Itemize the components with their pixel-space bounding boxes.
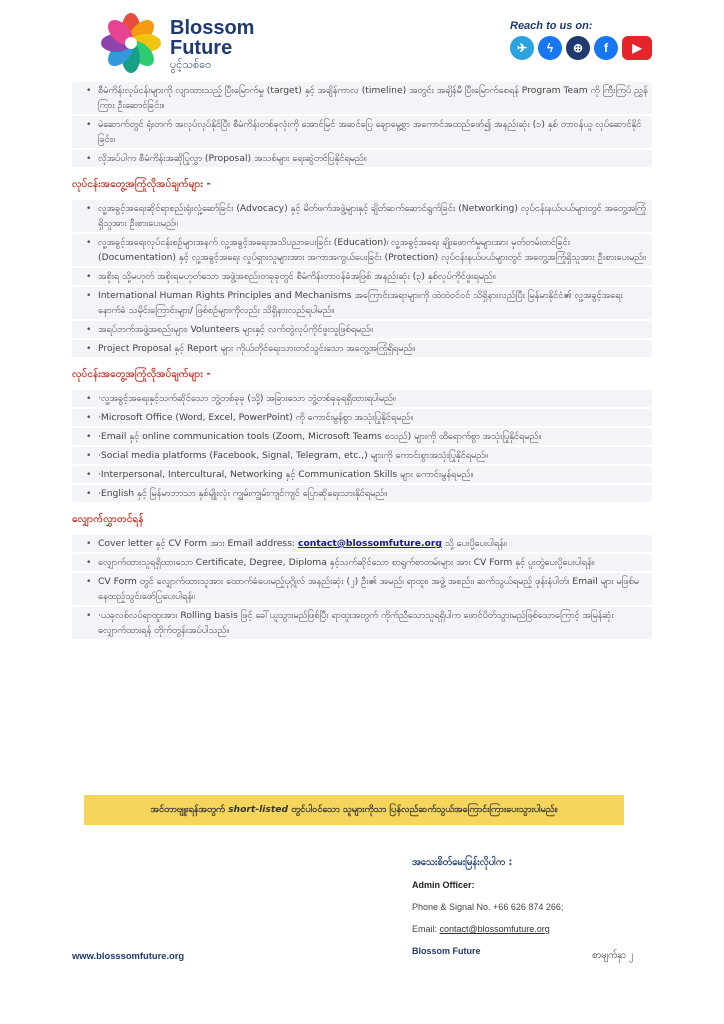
social-links [510,36,652,60]
intro-bullet-list [72,82,652,167]
contact-phone: Phone & Signal No. +66 626 874 266; [412,902,564,912]
contact-email-link[interactable]: contact@blossomfuture.org [439,924,550,934]
list-item: • ·Microsoft Office (Word, Excel, PowerPoint) ကို ကောင်းမွန်စွာ အသုံးပြုနိုင်ရမည်။ [72,409,652,426]
youtube-icon[interactable]: ▶ [622,36,652,60]
messenger-icon[interactable]: ϟ [538,36,562,60]
telegram-icon[interactable]: ✈ [510,36,534,60]
list-item: • CV Form တွင် လျှောက်ထားသူအား ထောက်ခံပေးမည့်ပုဂ္ဂိုလ် အနည်းဆုံး (၂) ဦး၏ အမည်၊ ရာထူး၊ အဖွဲ့ အစည်း၊ ဆက်သွယ်ရမည့် ဖုန်းနံပါတ်၊ Email များ မဖြစ်မနေထည့်သွင်းဖော်ပြပေးပါရန်။ [72,573,652,605]
contact-block [412,852,563,962]
facebook-icon[interactable]: f [594,36,618,60]
email-text-before: Cover letter နှင့် CV Form အား Email address: [98,538,299,549]
blossom-logo-icon [96,12,166,74]
brand-name [170,18,254,72]
footer-website-link[interactable]: www.blosssomfuture.org [72,950,185,961]
banner-after: တွင်ပါဝင်သော သူများကိုသာ ပြန်လည်ဆက်သွယ်အကြောင်းကြားပေးသွားပါမည်။ [288,804,558,815]
section2-bullet-list [72,390,652,502]
section2-title: လုပ်ငန်းအတွေ့အကြုံလိုအပ်ချက်များ - [72,369,211,380]
brand-line2: Future [170,37,233,59]
section1-title: လုပ်ငန်းအတွေ့အကြုံလိုအပ်ချက်များ - [72,179,211,190]
shortlist-banner [84,795,624,825]
list-item: • အရပ်ဘက်အဖွဲ့အစည်းများ၊ Volunteers များနှင့် လက်တွဲလုပ်ကိုင်ဖူးသူဖြစ်ရမည်။ [72,321,652,338]
list-item: • Project Proposal နှင့် Report များ ကိုယ်တိုင်ရေးသားတင်သွင်းသော အတွေ့အကြုံရှိရမည်။ [72,340,652,357]
page-content [72,82,652,641]
brand-line1: Blossom [170,17,255,39]
list-item: • အစိုးရ သို့မဟုတ် အစိုးရမဟုတ်သော အဖွဲ့အစည်းတခုခုတွင် စီမံကိန်းတာဝန်ခံအဖြစ် အနည်းဆုံး (၃) နှစ်လုပ်ကိုင်ဖူးရမည်။ [72,268,652,285]
globe-icon[interactable]: ⊕ [566,36,590,60]
list-item: • ·Social media platforms (Facebook, Signal, Telegram, etc.,) များကို ကောင်းစွာအသုံးပြုနိုင်ရမည်။ [72,447,652,464]
section3-bullet-list [72,535,652,639]
section1-bullet-list [72,200,652,357]
list-item: • ·Interpersonal, Intercultural, Networking နှင့် Communication Skills များ ကောင်းမွန်ရမည်။ [72,466,652,483]
list-item: • လူ့အခွင့်အရေးလုပ်ငန်းစဉ်များအနက် လူ့အခွင့်အရေးအသိပညာပေးခြင်း (Education)၊ လူ့အခွင့်အရေး ချိုးဖောက်မှုများအား မှတ်တမ်းတင်ခြင်း (Documentation) နှင့် လူ့အခွင့်အရေး လှုပ်ရှားသူများအား အကာအကွယ်ပေးခြင်း (Protection) လုပ်ငန်းနယ်ပယ်များတွင် အတွေ့အကြုံရှိသူအား ဦးစားပေးမည်။ [72,234,652,266]
list-item: • ·ယခုလစ်လပ်ရာထူးအား Rolling basis ဖြင့် ခေါ်ယူသွားမည်ဖြစ်ပြီး ရာထူးအတွက် ကိုက်ညီသောသူရရှိပါက ဖောင်ပိတ်သွားမည်ဖြစ်သောကြောင့် အမြန်ဆုံးလျှောက်ထားရန် တိုက်တွန်းအပ်ပါသည်။ [72,607,652,639]
list-item: • စီမံကိန်းလုပ်ငန်းများကို လျာထားသည့် ပြီးမြောက်မှု (target) နှင့် အချိန်ကာလ (timeline) အတွင်း အချိန်မီ ပြီးမြောက်စေရန် Program Team ကို ကြီးကြပ် ညွှန်ကြား ဦးဆောင်ခြင်း။ [72,82,652,114]
brand-line3: ပွင့်သစ်ဝေ [170,59,212,71]
footer-page-number: စာမျက်နှာ ၂ [592,950,634,961]
list-item-email [72,535,652,552]
email-text-after: သို့ ပေးပို့ပေးပါရန်။ [441,538,507,549]
list-item: • လူ့အခွင့်အရေးဆိုင်ရာစည်းရုံးလှုံ့ဆော်ခြင်း (Advocacy) နှင့် မိတ်ဖက်အဖွဲ့များနှင့် ချိတ်ဆက်ဆောင်ရွက်ခြင်း (Networking) လုပ်ငန်းနယ်ပယ်များတွင် အတွေ့အကြုံရှိသူအား ဦးစားပေးမည်။ [72,200,652,232]
banner-before: အင်တာဗျူးရန်အတွက် [150,804,229,815]
reach-label: Reach to us on: [510,20,593,32]
list-item: • International Human Rights Principles and Mechanisms အကြောင်းအရာများကို ထဲထဲဝင်ဝင် သိရှိနားလည်ပြီး မြန်မာနိုင်ငံ၏ လူ့အခွင့်အရေးနောက်ခံ သမိုင်းကြောင်းများ/ ဖြစ်စဉ်များကိုလည်း သိရှိနားလည်ရပါမည်။ [72,287,652,319]
list-item: • မဲဆောက်တွင် ရုံးတက် အလုပ်လုပ်နိုင်ပြီး စီမံကိန်းတစ်ခုလုံးကို အောင်မြင် အဆင်ပြေ ချောမွေ့စွာ အကောင်အထည်ဖော်၍ အနည်းဆုံး (၁) နှစ် တာဝန်ယူ လုပ်ဆောင်နိုင်ခြင်း။ [72,116,652,148]
banner-italic: short-listed [228,804,289,815]
section3-title: လျှောက်လွှာတင်ရန် [72,514,144,525]
page-header [0,0,724,80]
contact-title: အသေးစိတ်မေးမြန်းလိုပါက : [412,857,513,868]
contact-email-label: Email: [412,924,440,934]
email-link[interactable]: contact@blossomfuture.org [298,538,442,549]
contact-admin: Admin Officer: [412,880,475,890]
list-item: • လျှောက်ထားသူရရှိထားသော Certificate, Degree, Diploma နှင့်သက်ဆိုင်သော စာရွက်စာတမ်းများ အား CV Form နှင့် ပူးတွဲပေးပို့ပေးပါရန်။ [72,554,652,571]
contact-org: Blossom Future [412,946,481,956]
list-item: • လိုအပ်ပါက စီမံကိန်းအဆိုပြုလွှာ (Proposal) အသစ်များ ရေးဆွဲတင်ပြနိုင်ရမည်။ [72,150,652,167]
list-item: • ·လူ့အခွင့်အရေးနှင့်သက်ဆိုင်သော ဘွဲ့တစ်ခုခု (သို့) အခြားသော ဘွဲ့တစ်ခုခုရရှိထားရပါမည်။ [72,390,652,407]
list-item: • ·Email နှင့် online communication tools (Zoom, Microsoft Teams စသည်) များကို ထိရောက်စွာ အသုံးပြုနိုင်ရမည်။ [72,428,652,445]
contact-email-row [412,918,563,940]
list-item: • ·English နှင့် မြန်မာဘာသာ နှစ်မျိုးလုံး ကျွမ်းကျွမ်းကျင်ကျင် ပြောဆိုရေးသားနိုင်ရမည်။ [72,485,652,502]
